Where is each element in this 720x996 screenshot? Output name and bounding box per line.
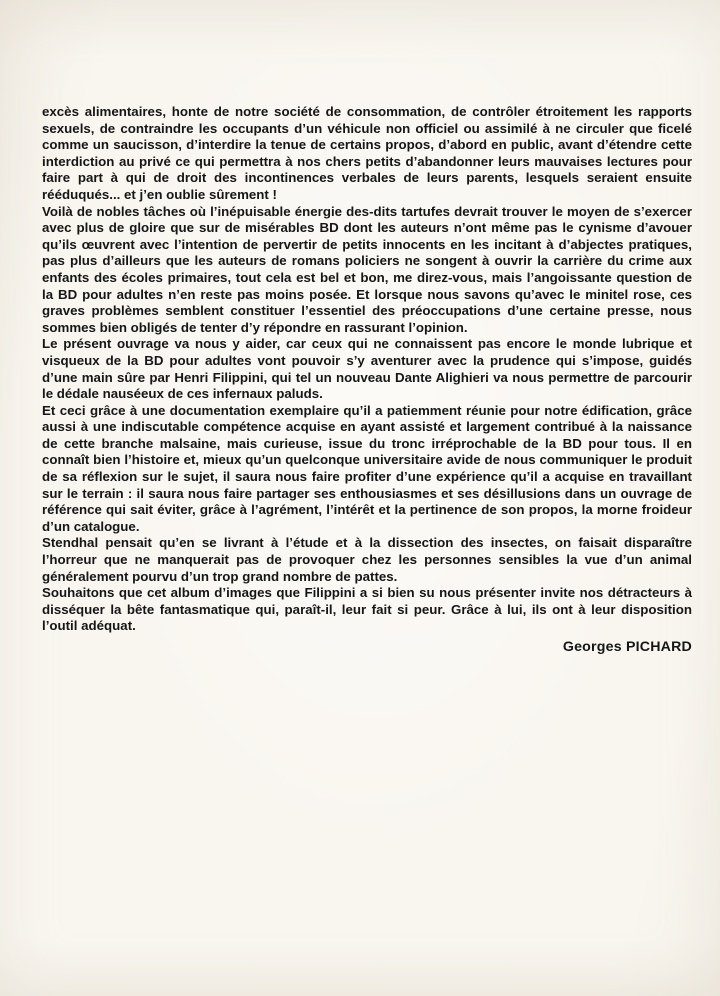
paragraph-2: Voilà de nobles tâches où l’inépuisable énergie des-dits tartufes devrait trouver le moyen de s’exercer avec plus de gloire que sur de misérables BD dont les auteurs n’ont même pas le cynisme d’avouer qu’ils œuvrent avec l’intention de pervertir de petits innocents en les incitant à d’abjectes pratiques, pas plus d’ailleurs que les auteurs de romans policiers ne songent à ouvrir la carrière du crime aux enfants des écoles primaires, tout cela est bel et bon, me direz-vous, mais l’angoissante question de la BD pour adultes n’en reste pas moins posée. Et lorsque nous savons qu’avec le minitel rose, ces graves problèmes semblent constituer l’essentiel des préoccupations d’une certaine presse, nous sommes bien obligés de tenter d’y répondre en rassurant l’opinion. [42, 203, 692, 335]
paragraph-1: excès alimentaires, honte de notre société de consommation, de contrôler étroitement les rapports sexuels, de contraindre les occupants d’un véhicule non officiel ou assimilé à ne circuler que ficelé comme un saucisson, d’interdire la tenue de certains propos, d’abord en public, avant d’étendre cette interdiction au privé ce qui permettra à nos chers petits d’abandonner leurs mauvaises lectures pour faire part à qui de droit des incontinences verbales de leurs parents, lesquels seraient ensuite rééduqués... et j’en oublie sûrement ! [42, 104, 692, 202]
paragraph-6: Souhaitons que cet album d’images que Filippini a si bien su nous présenter invite nos détracteurs à disséquer la bête fantasmatique qui, paraît-il, leur fait si peur. Grâce à lui, ils ont à leur disposition l’outil adéquat. [42, 585, 692, 634]
paragraph-3: Le présent ouvrage va nous y aider, car ceux qui ne connaissent pas encore le monde lubrique et visqueux de la BD pour adultes vont pouvoir s’y aventurer avec la prudence qui s’impose, guidés d’une main sûre par Henri Filippini, qui tel un nouveau Dante Alighieri va nous permettre de parcourir le dédale nauséeux de ces infernaux paluds. [42, 336, 692, 402]
paragraph-5: Stendhal pensait qu’en se livrant à l’étude et à la dissection des insectes, on faisait disparaître l’horreur que ne manquerait pas de provoquer chez les personnes sensibles la vue d’un animal généralement pourvu d’un trop grand nombre de pattes. [42, 535, 692, 584]
author-signature: Georges PICHARD [562, 639, 692, 655]
paragraph-4: Et ceci grâce à une documentation exemplaire qu’il a patiemment réunie pour notre édification, grâce aussi à une indiscutable compétence acquise en ayant assisté et largement contribué à la naissance de cette branche malsaine, mais curieuse, issue du tronc irréprochable de la BD pour tous. Il en connaît bien l’histoire et, mieux qu’un quelconque universitaire avide de nous communiquer le produit de sa réflexion sur le sujet, il saura nous faire profiter d’une expérience qu’il a acquise en travaillant sur le terrain : il saura nous faire partager ses enthousiasmes et ses désillusions dans un ouvrage de référence qui sait éviter, grâce à l’agrément, l’intérêt et la pertinence de son propos, la morne froideur d’un catalogue. [42, 402, 692, 534]
preface-text-block [42, 104, 692, 656]
